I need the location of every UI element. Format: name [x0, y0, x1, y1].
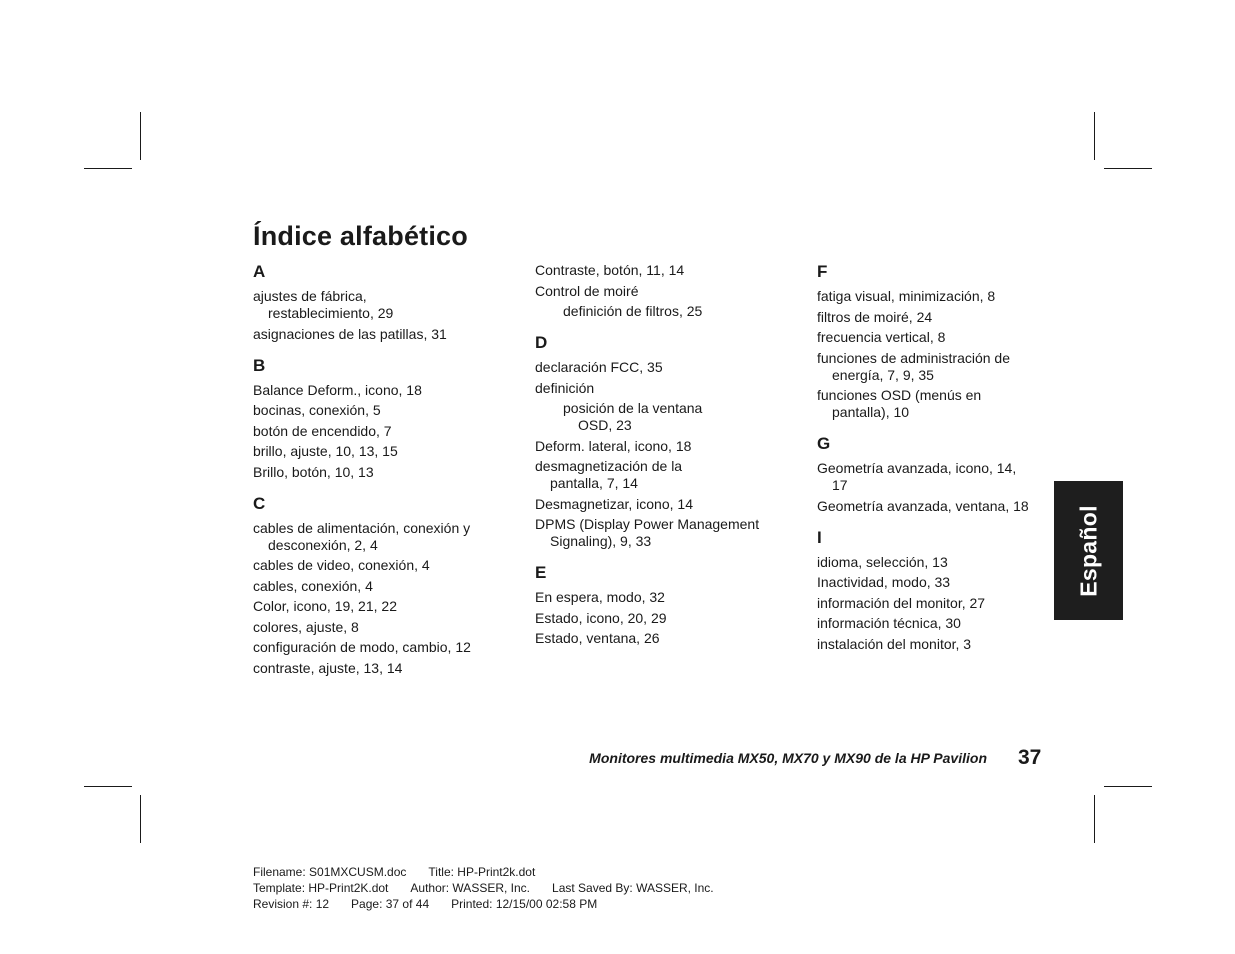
index-entry: Deform. lateral, icono, 18	[535, 437, 692, 454]
index-column-1	[253, 262, 515, 680]
index-letter-heading: B	[253, 355, 266, 375]
index-entry: Color, icono, 19, 21, 22	[253, 598, 397, 614]
index-entry: desmagnetización de la pantalla, 7, 14	[535, 458, 683, 491]
crop-mark	[1094, 795, 1095, 843]
index-entry: colores, ajuste, 8	[253, 618, 359, 635]
index-letter-heading: E	[535, 563, 547, 582]
index-entry: Estado, icono, 20, 29	[535, 609, 667, 626]
language-tab	[1054, 481, 1123, 620]
index-entry: Balance Deform., icono, 18	[253, 381, 422, 398]
index-letter-heading: I	[817, 527, 822, 547]
docinfo-page: Page: 37 of 44	[351, 897, 430, 911]
index-letter-heading: F	[817, 262, 828, 281]
crop-mark	[1104, 786, 1152, 787]
crop-mark	[140, 112, 141, 160]
docinfo-revision: Revision #: 12	[253, 897, 330, 911]
index-entry: En espera, modo, 32	[535, 589, 665, 605]
index-entry: instalación del monitor, 3	[817, 635, 972, 652]
index-entry: asignaciones de las patillas, 31	[253, 325, 447, 342]
index-entry: Control de moiré	[535, 282, 639, 299]
crop-mark	[1094, 112, 1095, 160]
index-letter-heading: A	[253, 262, 266, 281]
docinfo-line	[253, 880, 736, 896]
docinfo-line	[253, 864, 736, 880]
index-entry: Brillo, botón, 10, 13	[253, 463, 374, 480]
document-info	[253, 864, 736, 912]
index-entry: cables de video, conexión, 4	[253, 557, 430, 573]
index-entry: fatiga visual, minimización, 8	[817, 288, 996, 304]
index-column-2	[535, 262, 797, 651]
docinfo-template: Template: HP-Print2K.dot	[253, 881, 389, 895]
index-entry: brillo, ajuste, 10, 13, 15	[253, 443, 398, 459]
docinfo-author: Author: WASSER, Inc.	[410, 881, 531, 895]
index-entry: funciones de administración de energía, 7, 9, 35	[817, 349, 1011, 383]
index-entry: cables de alimentación, conexión y desconexión, 2, 4	[253, 519, 471, 553]
index-entry: contraste, ajuste, 13, 14	[253, 659, 403, 676]
index-entry: Contraste, botón, 11, 14	[535, 262, 685, 278]
crop-mark	[140, 795, 141, 843]
index-entry: configuración de modo, cambio, 12	[253, 639, 471, 655]
index-entry: bocinas, conexión, 5	[253, 402, 381, 418]
index-entry: información técnica, 30	[817, 615, 961, 631]
docinfo-printed: Printed: 12/15/00 02:58 PM	[451, 897, 598, 911]
index-entry: declaración FCC, 35	[535, 359, 663, 375]
index-entry: idioma, selección, 13	[817, 553, 948, 570]
page-number: 37	[1018, 746, 1042, 769]
index-entry: funciones OSD (menús en pantalla), 10	[817, 387, 982, 420]
index-entry: información del monitor, 27	[817, 594, 986, 611]
index-subentry: definición de filtros, 25	[563, 303, 703, 319]
index-entry: Desmagnetizar, icono, 14	[535, 495, 693, 512]
index-letter-heading: G	[817, 434, 831, 453]
index-entry: DPMS (Display Power Management Signaling), 9, 33	[535, 516, 760, 549]
index-letter-heading: C	[253, 493, 266, 513]
index-entry: botón de encendido, 7	[253, 422, 392, 439]
index-entry: Inactividad, modo, 33	[817, 574, 951, 590]
index-entry: ajustes de fábrica, restablecimiento, 29	[253, 288, 394, 321]
index-entry: cables, conexión, 4	[253, 577, 373, 594]
index-entry: Geometría avanzada, icono, 14, 17	[817, 460, 1017, 493]
crop-mark	[84, 786, 132, 787]
page-title: Índice alfabético	[253, 221, 468, 251]
index-column-3	[817, 262, 1079, 656]
docinfo-title: Title: HP-Print2k.dot	[428, 865, 536, 879]
running-footer-title: Monitores multimedia MX50, MX70 y MX90 de la HP Pavilion	[589, 750, 987, 766]
crop-mark	[84, 168, 132, 169]
docinfo-filename: Filename: S01MXCUSM.doc	[253, 865, 407, 879]
language-tab-label: Español	[1075, 504, 1101, 597]
docinfo-line	[253, 896, 736, 912]
docinfo-last-saved: Last Saved By: WASSER, Inc.	[552, 881, 714, 895]
crop-mark	[1104, 168, 1152, 169]
index-entry: filtros de moiré, 24	[817, 308, 933, 325]
index-entry: frecuencia vertical, 8	[817, 329, 946, 345]
index-letter-heading: D	[535, 333, 548, 352]
index-entry: Estado, ventana, 26	[535, 630, 660, 646]
index-entry: Geometría avanzada, ventana, 18	[817, 497, 1029, 514]
index-subentry: posición de la ventana OSD, 23	[563, 400, 703, 433]
index-entry: definición	[535, 379, 595, 396]
